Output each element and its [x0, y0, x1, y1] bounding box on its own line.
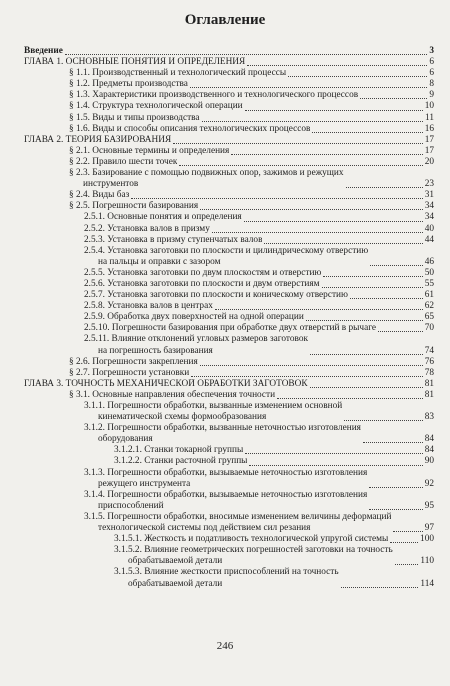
toc-entry-page: 78 [424, 367, 434, 378]
toc-entry-title [69, 190, 129, 201]
toc-entry-line: 2.5.5. Установка заготовки по двум плоскостям и отверстию [84, 267, 322, 278]
dot-leader [306, 320, 423, 321]
toc-entry-page: 6 [429, 57, 434, 68]
toc-entry-line: 2.5.2. Установка валов в призму [84, 223, 210, 234]
dot-leader [312, 132, 422, 133]
toc-entry-page: 23 [424, 179, 434, 190]
toc-entry-line: приспособлений [98, 500, 164, 511]
toc-entry-line: 2.5.3. Установка в призму ступенчатых валов [84, 234, 263, 245]
toc-entry [24, 468, 434, 490]
toc-entry-line: ГЛАВА 2. ТЕОРИЯ БАЗИРОВАНИЯ [24, 134, 172, 145]
dot-leader [288, 76, 427, 77]
toc-entry-line: 2.5.9. Обработка двух поверхностей на одной операции [84, 312, 304, 323]
dot-leader [350, 298, 423, 299]
toc-entry-line: § 1.6. Виды и способы описания технологических процессов [69, 123, 311, 134]
toc-entry [24, 224, 434, 235]
toc-entry-title [24, 57, 245, 68]
toc-entry-page: 92 [424, 478, 434, 489]
page-number: 246 [216, 640, 234, 652]
toc-entry [24, 534, 434, 545]
toc-entry [24, 567, 434, 589]
toc-entry-line: оборудования [98, 434, 153, 445]
toc-entry-line: 3.1.2.1. Станки токарной группы [114, 445, 244, 456]
toc-entry-line: ГЛАВА 1. ОСНОВНЫЕ ПОНЯТИЯ И ОПРЕДЕЛЕНИЯ [24, 57, 246, 68]
toc-entry-page: 110 [420, 556, 434, 567]
toc-entry [24, 135, 434, 146]
dot-leader [200, 209, 423, 210]
toc-entry-line: 3.1.5.3. Влияние жесткости приспособлений на точность [114, 567, 339, 578]
toc-entry-line: 3.1.3. Погрешности обработки, вызываемые неточностью изготовления [84, 467, 368, 478]
toc-entry-title [84, 512, 391, 534]
toc-entry [24, 146, 434, 157]
toc-entry-page: 34 [424, 212, 434, 223]
toc-entry-page: 76 [424, 356, 434, 367]
toc-entry-title [84, 323, 376, 334]
toc-entry-title [114, 456, 247, 467]
toc-entry [24, 79, 434, 90]
toc-entry-line: § 2.4. Виды баз [69, 190, 130, 201]
toc-entry [24, 445, 434, 456]
toc-entry-page: 114 [420, 578, 434, 589]
toc-entry [24, 190, 434, 201]
toc-entry-line: инструментов [83, 179, 139, 190]
toc-entry-page: 8 [429, 79, 434, 90]
dot-leader [190, 87, 427, 88]
toc-entry-page: 100 [420, 534, 434, 545]
toc-entry [24, 68, 434, 79]
toc-entry [24, 545, 434, 567]
toc-entry [24, 301, 434, 312]
toc-entry [24, 168, 434, 190]
toc-entry [24, 379, 434, 390]
dot-leader [245, 453, 422, 454]
toc-entry-page: 16 [424, 123, 434, 134]
toc-entry-line: кинематической схемы формообразования [98, 412, 267, 423]
dot-leader [369, 509, 422, 510]
toc-entry-line: 2.5.8. Установка валов в центрах [84, 301, 213, 312]
toc-entry-title [84, 401, 342, 423]
toc-entry-line: 3.1.4. Погрешности обработки, вызываемые неточностью изготовления [84, 489, 368, 500]
toc-entry [24, 323, 434, 334]
dot-leader [393, 531, 422, 532]
toc-entry-line: § 2.1. Основные термины и определения [69, 145, 230, 156]
toc-entry-line: § 1.3. Характеристики производственного и технологического процессов [69, 90, 359, 101]
toc-entry-line: 2.5.11. Влияние отклонений угловых размеров заготовок [84, 334, 308, 345]
toc-entry-page: 31 [424, 190, 434, 201]
toc-entry [24, 279, 434, 290]
toc-entry-line: 3.1.5.1. Жесткость и податливость технологической упругой системы [114, 534, 389, 545]
toc-entry-title [24, 379, 308, 390]
toc-entry [24, 368, 434, 379]
table-of-contents [24, 46, 434, 590]
toc-entry-page: 84 [424, 434, 434, 445]
toc-entry [24, 290, 434, 301]
dot-leader [310, 354, 423, 355]
dot-leader [245, 110, 423, 111]
toc-entry-line: 2.5.1. Основные понятия и определения [84, 212, 242, 223]
toc-entry-page: 81 [424, 389, 434, 400]
toc-entry [24, 268, 434, 279]
toc-entry-page: 17 [424, 145, 434, 156]
dot-leader [395, 564, 419, 565]
toc-entry-title [24, 46, 63, 57]
page-title: Оглавление [184, 12, 266, 28]
toc-entry [24, 57, 434, 68]
toc-entry-title [69, 124, 310, 135]
toc-entry-title [114, 534, 388, 545]
toc-entry [24, 201, 434, 212]
toc-entry-title [114, 545, 393, 567]
toc-entry-line: технологической системы под действием сил резания [98, 523, 311, 534]
toc-entry-title [114, 567, 339, 589]
toc-entry-line: 2.5.7. Установка заготовки по плоскости и коническому отверстию [84, 290, 348, 301]
toc-entry-page: 61 [424, 290, 434, 301]
dot-leader [346, 187, 423, 188]
toc-entry [24, 101, 434, 112]
toc-entry [24, 312, 434, 323]
toc-entry-page: 97 [424, 523, 434, 534]
toc-entry-page: 62 [424, 301, 434, 312]
toc-entry-page: 11 [425, 112, 434, 123]
toc-entry-page: 44 [424, 234, 434, 245]
toc-entry-title [84, 490, 367, 512]
dot-leader [202, 121, 424, 122]
toc-entry-line: Введение [24, 46, 63, 56]
toc-entry-line: 3.1.2.2. Станки расточной группы [114, 456, 248, 467]
toc-entry-line: режущего инструмента [98, 478, 191, 489]
toc-entry [24, 490, 434, 512]
dot-leader [310, 387, 423, 388]
toc-entry-title [69, 101, 243, 112]
toc-entry-title [69, 390, 275, 401]
toc-entry [24, 235, 434, 246]
toc-entry-title [84, 423, 361, 445]
toc-entry-line: ГЛАВА 3. ТОЧНОСТЬ МЕХАНИЧЕСКОЙ ОБРАБОТКИ ЗАГОТОВОК [24, 378, 308, 389]
toc-entry-page: 95 [424, 500, 434, 511]
toc-entry [24, 246, 434, 268]
toc-entry [24, 401, 434, 423]
toc-entry-line: 2.5.4. Установка заготовки по плоскости и цилиндрическому отверстию [84, 245, 369, 256]
toc-entry-page: 81 [424, 378, 434, 389]
dot-leader [131, 198, 422, 199]
toc-entry-title [69, 113, 200, 124]
dot-leader [360, 98, 427, 99]
toc-entry-title [69, 368, 189, 379]
toc-entry-title [84, 224, 210, 235]
toc-entry [24, 46, 434, 57]
toc-entry-line: § 1.4. Структура технологической операции [69, 101, 243, 112]
toc-entry-page: 6 [429, 68, 434, 79]
toc-entry-line: на пальцы и оправки с зазором [98, 256, 221, 267]
toc-entry-line: 2.5.10. Погрешности базирования при обработке двух отверстий в рычаге [84, 323, 377, 334]
toc-entry-page: 55 [424, 278, 434, 289]
toc-entry-title [69, 157, 177, 168]
dot-leader [173, 143, 423, 144]
toc-entry-title [84, 279, 320, 290]
dot-leader [231, 154, 422, 155]
dot-leader [179, 165, 422, 166]
toc-entry-line: 2.5.6. Установка заготовки по плоскости и двум отверстиям [84, 278, 320, 289]
toc-entry-line: § 1.5. Виды и типы производства [69, 112, 200, 123]
toc-entry-line: на погрешность базирования [98, 345, 213, 356]
toc-entry-line: § 3.1. Основные направления обеспечения точности [69, 389, 276, 400]
toc-entry-line: 3.1.5.2. Влияние геометрических погрешностей заготовки на точность [114, 545, 393, 556]
toc-entry-page: 65 [424, 312, 434, 323]
dot-leader [200, 365, 423, 366]
toc-entry-page: 17 [424, 134, 434, 145]
toc-entry [24, 390, 434, 401]
dot-leader [264, 243, 422, 244]
toc-entry-line: § 1.1. Производственный и технологический процессы [69, 68, 287, 79]
dot-leader [244, 221, 423, 222]
toc-entry-line: 3.1.1. Погрешности обработки, вызванные изменением основной [84, 401, 343, 411]
dot-leader [191, 376, 422, 377]
toc-entry-title [84, 468, 367, 490]
dot-leader [341, 587, 419, 588]
toc-entry-title [69, 168, 344, 190]
toc-entry [24, 90, 434, 101]
toc-entry-title [69, 357, 198, 368]
toc-entry-title [69, 68, 286, 79]
toc-entry-page: 40 [424, 223, 434, 234]
toc-entry [24, 456, 434, 467]
toc-entry-title [84, 246, 368, 268]
toc-entry-title [69, 146, 229, 157]
dot-leader [65, 54, 427, 55]
toc-entry-line: 3.1.2. Погрешности обработки, вызванные неточностью изготовления [84, 423, 361, 434]
toc-entry-title [69, 79, 188, 90]
toc-entry [24, 157, 434, 168]
dot-leader [215, 309, 423, 310]
toc-entry-line: § 2.7. Погрешности установки [69, 367, 190, 378]
toc-entry [24, 124, 434, 135]
toc-entry-line: § 2.3. Базирование с помощью подвижных опор, зажимов и режущих [69, 168, 344, 179]
toc-entry-title [69, 90, 358, 101]
dot-leader [322, 287, 423, 288]
toc-entry-title [24, 135, 171, 146]
toc-entry-page: 74 [424, 345, 434, 356]
toc-entry-page: 46 [424, 256, 434, 267]
toc-entry [24, 113, 434, 124]
toc-entry-line: § 2.2. Правило шести точек [69, 156, 178, 167]
dot-leader [363, 442, 423, 443]
dot-leader [369, 487, 422, 488]
toc-entry-title [84, 334, 308, 356]
dot-leader [390, 542, 418, 543]
dot-leader [277, 398, 423, 399]
toc-entry-page: 20 [424, 156, 434, 167]
toc-entry-page: 9 [429, 90, 434, 101]
toc-entry-line: обрабатываемой детали [128, 556, 223, 567]
toc-entry [24, 212, 434, 223]
toc-entry-line: § 1.2. Предметы производства [69, 79, 188, 90]
toc-entry-page: 3 [429, 46, 434, 56]
toc-entry-page: 10 [424, 101, 434, 112]
dot-leader [247, 65, 427, 66]
toc-entry-title [84, 268, 321, 279]
toc-entry-title [69, 201, 198, 212]
dot-leader [249, 465, 422, 466]
toc-entry-page: 90 [424, 456, 434, 467]
toc-entry [24, 423, 434, 445]
dot-leader [378, 331, 423, 332]
toc-entry-title [84, 312, 304, 323]
toc-entry-page: 83 [424, 412, 434, 423]
toc-entry-line: 3.1.5. Погрешности обработки, вносимые изменением величины деформаций [84, 511, 392, 522]
toc-entry-title [114, 445, 243, 456]
toc-entry-title [84, 301, 213, 312]
dot-leader [344, 420, 423, 421]
toc-entry-page: 70 [424, 323, 434, 334]
dot-leader [323, 276, 422, 277]
toc-entry-line: обрабатываемой детали [128, 578, 223, 589]
toc-entry-page: 34 [424, 201, 434, 212]
toc-entry [24, 357, 434, 368]
toc-entry-title [84, 290, 348, 301]
toc-entry-line: § 2.5. Погрешности базирования [69, 201, 199, 212]
toc-entry [24, 512, 434, 534]
toc-entry-line: § 2.6. Погрешности закрепления [69, 356, 198, 367]
toc-entry-page: 84 [424, 445, 434, 456]
toc-entry-page: 50 [424, 267, 434, 278]
dot-leader [370, 265, 423, 266]
toc-entry-title [84, 235, 262, 246]
toc-entry [24, 334, 434, 356]
toc-entry-title [84, 212, 242, 223]
dot-leader [212, 232, 423, 233]
